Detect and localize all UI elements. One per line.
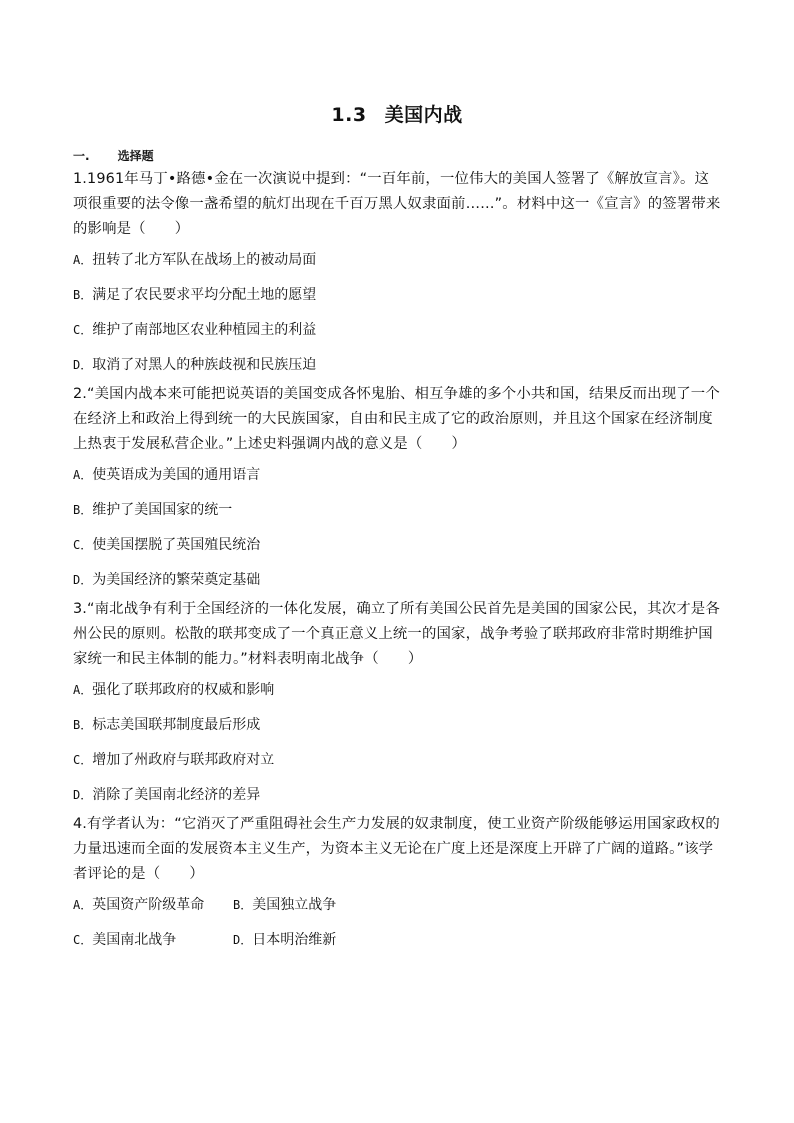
- question-3-option-d: [73, 785, 723, 805]
- option-letter: C．: [73, 753, 93, 767]
- option-text: 美国独立战争: [252, 897, 337, 913]
- option-letter: D．: [73, 573, 93, 587]
- question-2-option-d: [73, 570, 723, 590]
- question-4-options-row-2: [73, 930, 723, 950]
- option-text: 维护了南部地区农业种植园主的利益: [92, 322, 317, 338]
- option-letter: D．: [73, 358, 93, 372]
- option-letter: B．: [73, 288, 93, 302]
- question-4-options-row-1: [73, 895, 723, 915]
- section-index: 一.: [73, 149, 90, 163]
- question-3-option-c: [73, 750, 723, 770]
- option-text: 强化了联邦政府的权威和影响: [92, 682, 275, 698]
- question-1-option-b: [73, 285, 723, 305]
- option-text: 取消了对黑人的种族歧视和民族压迫: [92, 357, 317, 373]
- option-letter: C．: [73, 933, 93, 947]
- question-4-stem: 4.有学者认为：“它消灭了严重阻碍社会生产力发展的奴隶制度，使工业资产阶级能够运用国家政权的力量迅速而全面的发展资本主义生产，为资本主义无论在广度上还是深度上开辟了广阔的道路。”该学者评论的是（ ）: [73, 816, 720, 882]
- question-1: [73, 167, 723, 375]
- question-4: [73, 812, 723, 950]
- option-letter: C．: [73, 538, 93, 552]
- option-letter: A．: [73, 253, 93, 267]
- question-4-option-d: [233, 930, 336, 950]
- question-list: [73, 167, 723, 950]
- option-letter: A．: [73, 683, 93, 697]
- option-letter: A．: [73, 468, 93, 482]
- question-3: [73, 597, 723, 805]
- question-2: [73, 382, 723, 590]
- option-letter: C．: [73, 323, 93, 337]
- option-text: 扭转了北方军队在战场上的被动局面: [92, 252, 317, 268]
- lesson-title: 美国内战: [384, 104, 463, 126]
- lesson-number: 1.3: [331, 104, 367, 126]
- option-text: 日本明治维新: [252, 932, 337, 948]
- question-1-option-d: [73, 355, 723, 375]
- option-text: 满足了农民要求平均分配土地的愿望: [92, 287, 317, 303]
- option-text: 维护了美国国家的统一: [92, 502, 233, 518]
- option-text: 使英语成为美国的通用语言: [92, 467, 261, 483]
- question-1-option-a: [73, 250, 723, 270]
- question-2-stem: 2.“美国内战本来可能把说英语的美国变成各怀鬼胎、相互争雄的多个小共和国，结果反而出现了一个在经济上和政治上得到统一的大民族国家，自由和民主成了它的政治原则，并且这个国家在经济制度上热衷于发展私营企业。”上述史料强调内战的意义是（ ）: [73, 386, 720, 452]
- question-1-stem: 1.1961年马丁•路德•金在一次演说中提到：“一百年前，一位伟大的美国人签署了《解放宣言》。这项很重要的法令像一盏希望的航灯出现在千百万黑人奴隶面前……”。材料中这一《宣言》的签署带来的影响是（ ）: [73, 171, 721, 237]
- option-text: 使美国摆脱了英国殖民统治: [92, 537, 261, 553]
- section-label: 选择题: [117, 149, 154, 163]
- question-2-option-c: [73, 535, 723, 555]
- question-2-option-b: [73, 500, 723, 520]
- option-text: 标志美国联邦制度最后形成: [92, 717, 261, 733]
- option-letter: B．: [73, 503, 93, 517]
- option-letter: B．: [233, 898, 253, 912]
- question-3-option-b: [73, 715, 723, 735]
- option-text: 消除了美国南北经济的差异: [92, 787, 261, 803]
- page-title: [0, 100, 794, 127]
- section-heading: [73, 147, 154, 164]
- option-letter: D．: [73, 788, 93, 802]
- question-2-option-a: [73, 465, 723, 485]
- option-letter: D．: [233, 933, 253, 947]
- option-text: 美国南北战争: [92, 932, 177, 948]
- option-text: 英国资产阶级革命: [92, 897, 205, 913]
- option-letter: A．: [73, 898, 93, 912]
- option-letter: B．: [73, 718, 93, 732]
- question-4-option-c: [73, 930, 233, 950]
- question-4-option-a: [73, 895, 233, 915]
- option-text: 增加了州政府与联邦政府对立: [92, 752, 275, 768]
- question-4-option-b: [233, 895, 336, 915]
- option-text: 为美国经济的繁荣奠定基础: [92, 572, 261, 588]
- question-1-option-c: [73, 320, 723, 340]
- question-3-stem: 3.“南北战争有利于全国经济的一体化发展，确立了所有美国公民首先是美国的国家公民，其次才是各州公民的原则。松散的联邦变成了一个真正意义上统一的国家，战争考验了联邦政府非常时期维护国家统一和民主体制的能力。”材料表明南北战争（ ）: [73, 601, 720, 667]
- question-3-option-a: [73, 680, 723, 700]
